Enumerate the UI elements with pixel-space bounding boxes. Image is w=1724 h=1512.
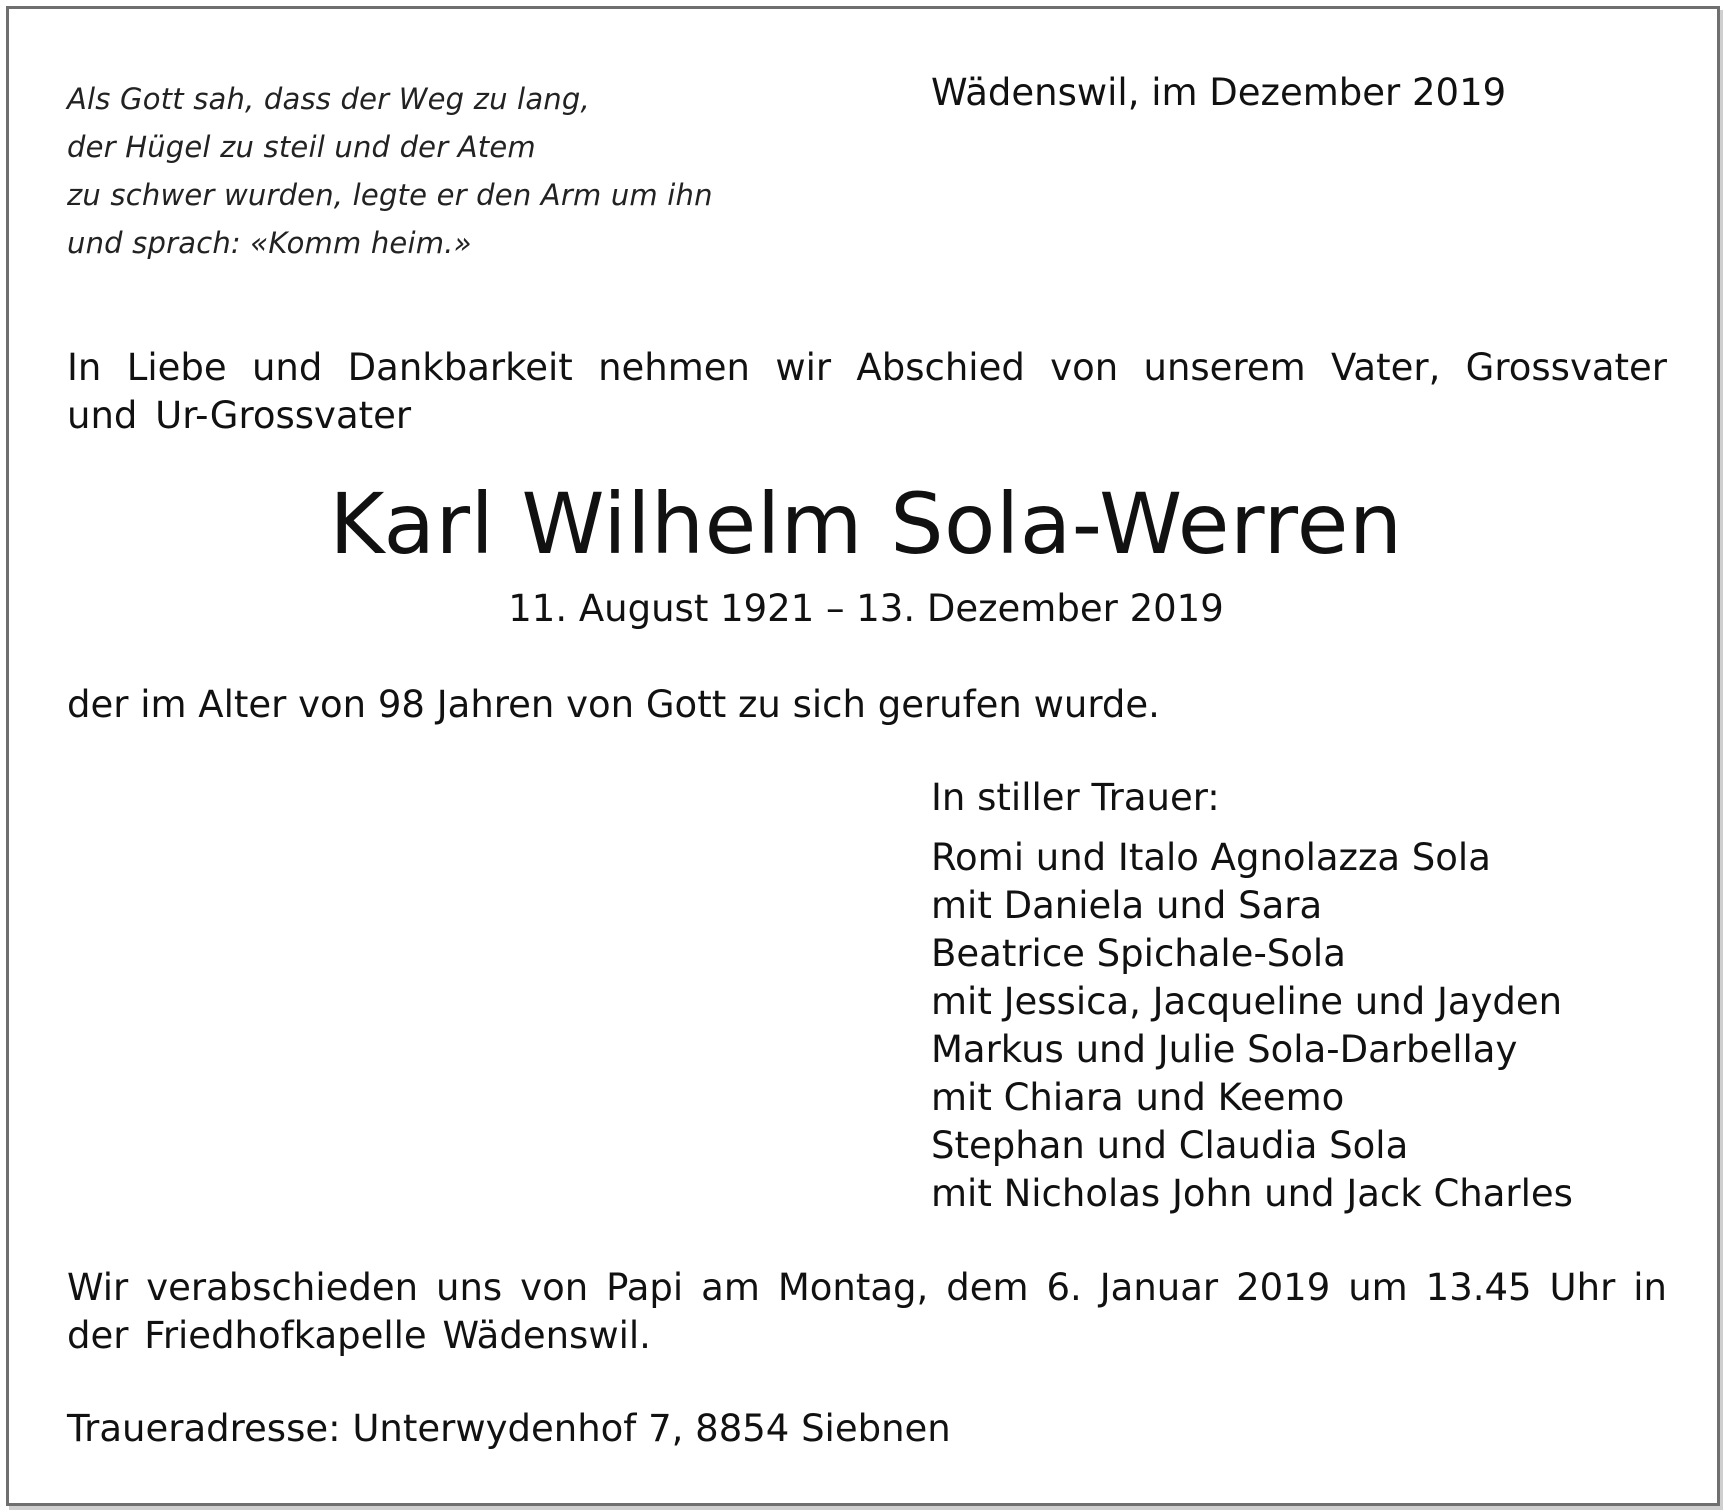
verse-line: Als Gott sah, dass der Weg zu lang, — [67, 82, 590, 116]
mourner-line: Stephan und Claudia Sola — [931, 1124, 1409, 1167]
mourners-list — [931, 774, 1573, 1218]
mourner-line: mit Jessica, Jacqueline und Jayden — [931, 980, 1563, 1023]
life-dates: 11. August 1921 – 13. Dezember 2019 — [508, 587, 1224, 630]
mourning-address: Traueradresse: Unterwydenhof 7, 8854 Siebnen — [67, 1407, 951, 1450]
mourner-line: Markus und Julie Sola-Darbellay — [931, 1028, 1518, 1071]
intro-text: In Liebe und Dankbarkeit nehmen wir Abschied von unserem Vater, Grossvater und Ur-Grossvater — [67, 346, 1667, 437]
age-line: der im Alter von 98 Jahren von Gott zu sich gerufen wurde. — [67, 683, 1160, 726]
mourner-line: Romi und Italo Agnolazza Sola — [931, 836, 1491, 879]
verse-line: der Hügel zu steil und der Atem — [67, 130, 536, 164]
mourner-line: mit Nicholas John und Jack Charles — [931, 1172, 1573, 1215]
service-info: Wir verabschieden uns von Papi am Montag, dem 6. Januar 2019 um 13.45 Uhr in der Friedhofkapelle Wädenswil. — [67, 1266, 1667, 1357]
verse-line: und sprach: «Komm heim.» — [67, 226, 472, 260]
mourner-line: mit Chiara und Keemo — [931, 1076, 1345, 1119]
memorial-verse — [67, 75, 713, 267]
mourner-line: Beatrice Spichale-Sola — [931, 932, 1346, 975]
verse-line: zu schwer wurden, legte er den Arm um ihn — [67, 178, 713, 212]
place-date: Wädenswil, im Dezember 2019 — [931, 71, 1507, 114]
deceased-name: Karl Wilhelm Sola-Werren — [329, 475, 1403, 573]
mourners-heading: In stiller Trauer: — [931, 776, 1220, 819]
mourner-line: mit Daniela und Sara — [931, 884, 1323, 927]
obituary-notice — [6, 6, 1720, 1506]
